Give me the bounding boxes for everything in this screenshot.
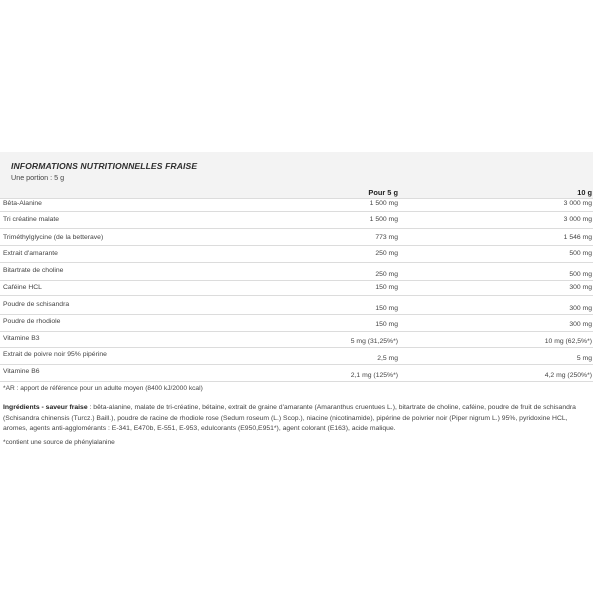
table-row: [0, 200, 600, 210]
table-row: [0, 250, 600, 260]
table-row: [0, 368, 600, 378]
value-5g: 773 mg: [375, 234, 398, 241]
value-5g: 1 500 mg: [369, 216, 398, 223]
value-10g: 3 000 mg: [563, 200, 592, 207]
row-divider: [0, 295, 593, 296]
ingredient-name: Poudre de rhodiole: [3, 318, 61, 325]
value-5g: 2,5 mg: [377, 355, 398, 362]
table-row: [0, 267, 600, 277]
row-divider: [0, 347, 593, 348]
value-10g: 10 mg (62,5%*): [544, 338, 592, 345]
table-row: [0, 284, 600, 294]
column-header-10g: 10 g: [577, 188, 592, 197]
ingredients-label: Ingrédients - saveur fraise: [3, 404, 88, 411]
row-divider: [0, 280, 593, 281]
row-divider: [0, 314, 593, 315]
ingredient-name: Extrait de poivre noir 95% pipérine: [3, 351, 107, 358]
table-row: [0, 216, 600, 226]
value-5g: 2,1 mg (125%*): [350, 372, 398, 379]
ingredients-text: : bêta-alanine, malate de tri-créatine, bétaine, extrait de graine d'amarante (Amaranthus cruentues L.), bitartrate de choline, caféine, poudre de fruit de schisandra (Schisandra chinensis (Turcz.) Baill.), poudre de racine de rhodiole rose (Sedum roseum (L.) Scop.), niacine (nicotinamide), pipérine de poivrier noir (Piper nigrum L.) 95%, pyridoxine HCL, aromes, agents anti-agglomérants : E-341, E470b, E-551, E-953, edulcorants (E950,E951*), agent colorant (E163), acide malique.: [3, 404, 576, 433]
table-row: [0, 335, 600, 345]
value-5g: 1 500 mg: [369, 200, 398, 207]
ingredients-paragraph: [3, 403, 593, 435]
value-10g: 500 mg: [569, 250, 592, 257]
value-10g: 5 mg: [576, 355, 592, 362]
ingredient-name: Vitamine B6: [3, 368, 40, 375]
value-10g: 300 mg: [569, 305, 592, 312]
value-10g: 300 mg: [569, 321, 592, 328]
row-divider: [0, 198, 593, 199]
table-row: [0, 318, 600, 328]
ingredient-name: Vitamine B3: [3, 335, 40, 342]
ingredient-name: Tri créatine malate: [3, 216, 60, 223]
column-header-5g: Pour 5 g: [368, 188, 398, 197]
value-10g: 3 000 mg: [563, 216, 592, 223]
value-5g: 250 mg: [375, 250, 398, 257]
value-5g: 250 mg: [375, 271, 398, 278]
row-divider: [0, 245, 593, 246]
portion-size: Une portion : 5 g: [11, 173, 65, 182]
row-divider: [0, 262, 593, 263]
ingredient-name: Bêta-Alanine: [3, 200, 42, 207]
table-header-panel: [0, 152, 593, 198]
ingredient-name: Extrait d'amarante: [3, 250, 58, 257]
value-5g: 5 mg (31,25%*): [350, 338, 398, 345]
row-divider: [0, 364, 593, 365]
value-10g: 500 mg: [569, 271, 592, 278]
ingredient-name: Caféine HCL: [3, 284, 42, 291]
value-10g: 1 546 mg: [563, 234, 592, 241]
table-row: [0, 301, 600, 311]
ingredient-name: Bitartrate de choline: [3, 267, 64, 274]
value-10g: 4,2 mg (250%*): [544, 372, 592, 379]
row-divider: [0, 381, 593, 382]
value-10g: 300 mg: [569, 284, 592, 291]
value-5g: 150 mg: [375, 284, 398, 291]
row-divider: [0, 211, 593, 212]
row-divider: [0, 331, 593, 332]
table-row: [0, 351, 600, 361]
reference-intake-footnote: *AR : apport de référence pour un adulte moyen (8400 kJ/2000 kcal): [3, 385, 203, 392]
ingredient-name: Triméthylglycine (de la betterave): [3, 234, 104, 241]
ingredient-name: Poudre de schisandra: [3, 301, 70, 308]
row-divider: [0, 228, 593, 229]
value-5g: 150 mg: [375, 321, 398, 328]
value-5g: 150 mg: [375, 305, 398, 312]
table-row: [0, 234, 600, 244]
phenylalanine-note: *contient une source de phénylalanine: [3, 439, 115, 446]
table-title: INFORMATIONS NUTRITIONNELLES FRAISE: [11, 161, 198, 171]
